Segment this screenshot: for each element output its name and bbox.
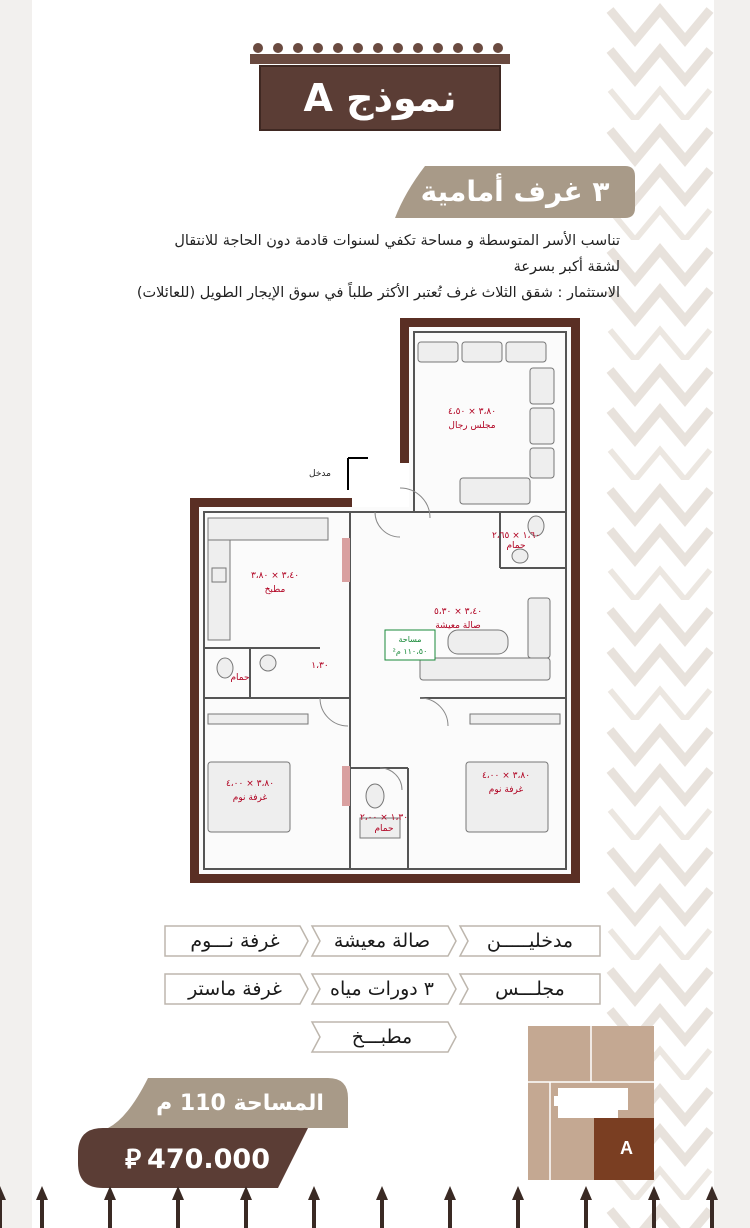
right-margin bbox=[714, 0, 750, 1228]
floor-plan bbox=[190, 318, 580, 883]
feature-living: صالة معيشة bbox=[333, 930, 431, 952]
feature-baths: ٣ دورات مياه bbox=[330, 978, 434, 1000]
feature-majlis: مجلـــس bbox=[495, 978, 565, 1000]
area-box-label: مساحة bbox=[398, 635, 422, 644]
bath-mid-name: حمام bbox=[374, 824, 394, 834]
bed-right-dims: ٣،٨٠ × ٤،٠٠ bbox=[481, 771, 531, 781]
subtitle: ٣ غرف أمامية bbox=[420, 174, 610, 208]
currency-symbol: ⃁ bbox=[124, 1144, 142, 1175]
feature-master: غرفة ماستر bbox=[188, 978, 282, 1000]
entry-label: مدخل bbox=[309, 469, 331, 479]
area-label: المساحة 110 م bbox=[156, 1090, 324, 1116]
living-name: صالة معيشة bbox=[435, 621, 481, 631]
price bbox=[105, 1136, 290, 1182]
bath-top-name: حمام bbox=[506, 541, 526, 551]
page-title: نموذج A bbox=[303, 76, 457, 120]
description-line-3: الاستثمار : شقق الثلاث غرف تُعتبر الأكثر طلباً في سوق الإيجار الطويل (للعائلات) bbox=[136, 285, 620, 301]
bed-right-name: غرفة نوم bbox=[488, 785, 524, 795]
wc-left-dims: ١،٣٠ bbox=[311, 661, 329, 671]
majlis-dims: ٣،٨٠ × ٤،٥٠ bbox=[447, 407, 497, 417]
bed-left-name: غرفة نوم bbox=[232, 793, 268, 803]
decorative-fence bbox=[0, 1186, 750, 1228]
majlis-name: مجلس رجال bbox=[448, 421, 496, 431]
feature-kitchen: مطبـــخ bbox=[351, 1026, 413, 1048]
feature-bedroom: غرفة نـــوم bbox=[190, 930, 280, 952]
description bbox=[90, 228, 620, 306]
bath-top-dims: ١،٦٠ × ٢،٦٥ bbox=[491, 531, 541, 541]
description-line-1: تناسب الأسر المتوسطة و مساحة تكفي لسنوات قادمة دون الحاجة للانتقال bbox=[174, 233, 620, 249]
bed-left-dims: ٣،٨٠ × ٤،٠٠ bbox=[225, 779, 275, 789]
kitchen-dims: ٣،٤٠ × ٣،٨٠ bbox=[250, 571, 300, 581]
left-margin bbox=[0, 0, 32, 1228]
wc-left-name: حمام bbox=[230, 673, 250, 683]
living-dims: ٣،٤٠ × ٥،٣٠ bbox=[433, 607, 483, 617]
site-plan bbox=[528, 1026, 654, 1180]
kitchen-name: مطبخ bbox=[264, 585, 286, 595]
description-line-2: لشقة أكبر بسرعة bbox=[513, 259, 620, 275]
site-plan-label: A bbox=[620, 1138, 633, 1158]
price-value: 470.000 bbox=[147, 1143, 271, 1175]
area-box-value: ١١٠،٥٠ م² bbox=[392, 647, 428, 656]
bath-mid-dims: ١،٣٠ × ٢،٠٠ bbox=[359, 813, 409, 823]
feature-entrances: مدخليـــــن bbox=[486, 930, 574, 952]
